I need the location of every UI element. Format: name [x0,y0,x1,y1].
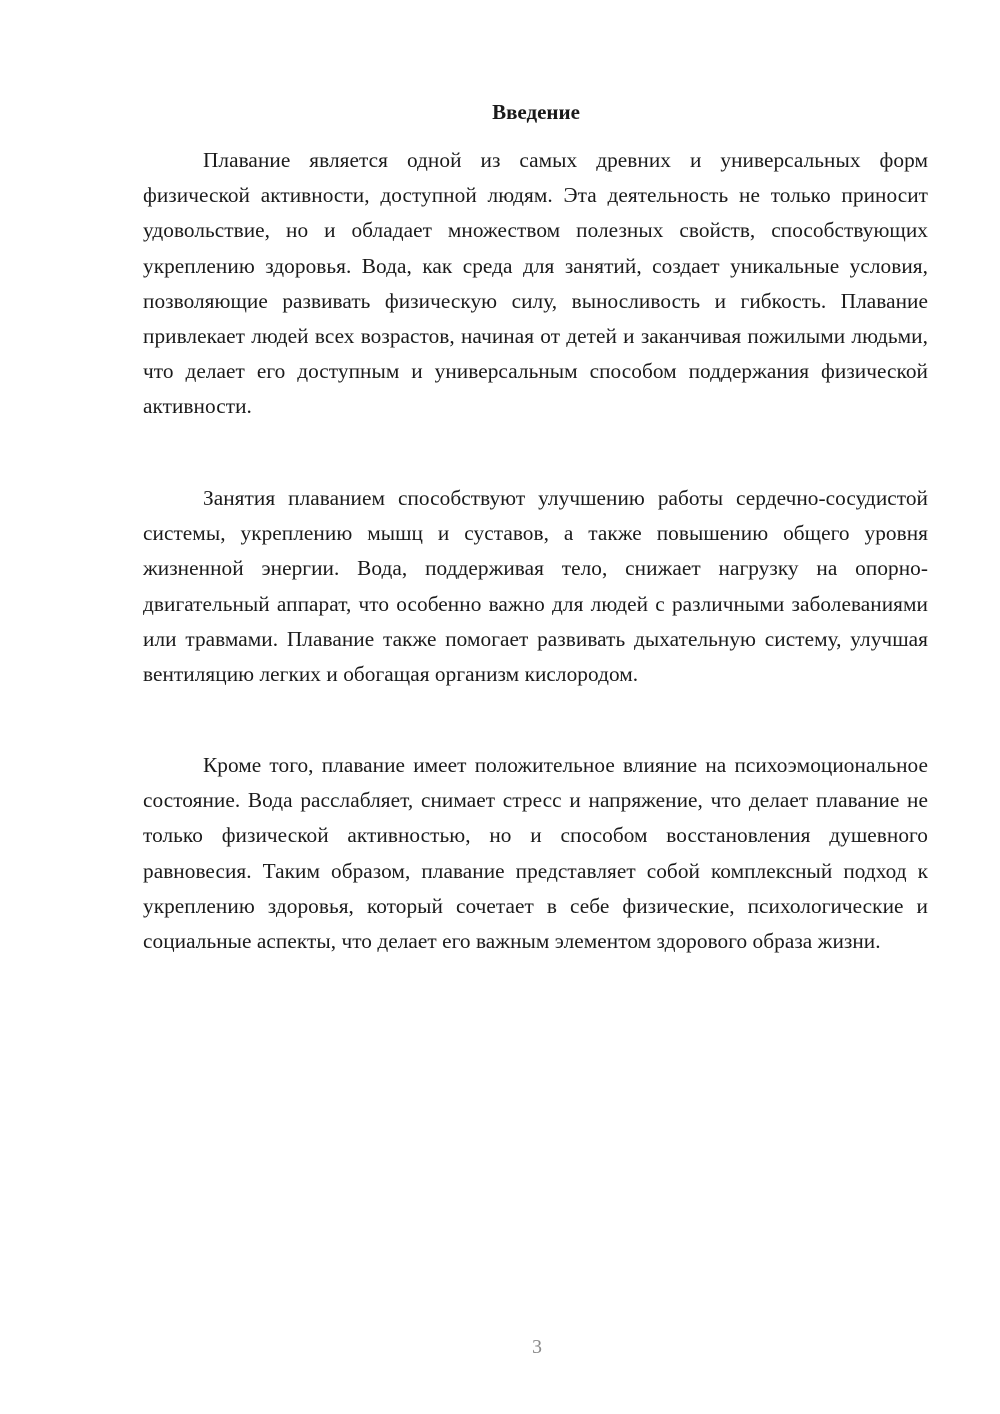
paragraph-psychological-benefits: Кроме того, плавание имеет положительное влияние на психоэмоциональное состояние. Вода расслабляет, снимает стресс и напряжение, что делает плавание не только физической активностью, но и способом восстановления душевного равновесия. Таким образом, плавание представляет собой комплексный подход к укреплению здоровья, который сочетает в себе физические, психологические и социальные аспекты, что делает его важным элементом здорового образа жизни. [143,753,928,954]
paragraph-health-benefits: Занятия плаванием способствуют улучшению работы сердечно-сосудистой системы, укреплению мышц и суставов, а также повышению общего уровня жизненной энергии. Вода, поддерживая тело, снижает нагрузку на опорно-двигательный аппарат, что особенно важно для людей с различными заболеваниями или травмами. Плавание также помогает развивать дыхательную систему, улучшая вентиляцию легких и обогащая организм кислородом. [143,486,928,687]
paragraph-intro: Плавание является одной из самых древних и универсальных форм физической активности, доступной людям. Эта деятельность не только приносит удовольствие, но и обладает множеством полезных свойств, способствующих укреплению здоровья. Вода, как среда для занятий, создает уникальные условия, позволяющие развивать физическую силу, выносливость и гибкость. Плавание привлекает людей всех возрастов, начиная от детей и заканчивая пожилыми людьми, что делает его доступным и универсальным способом поддержания физической активности. [143,148,928,419]
page-number: 3 [532,1336,542,1358]
section-heading: Введение [492,100,580,124]
